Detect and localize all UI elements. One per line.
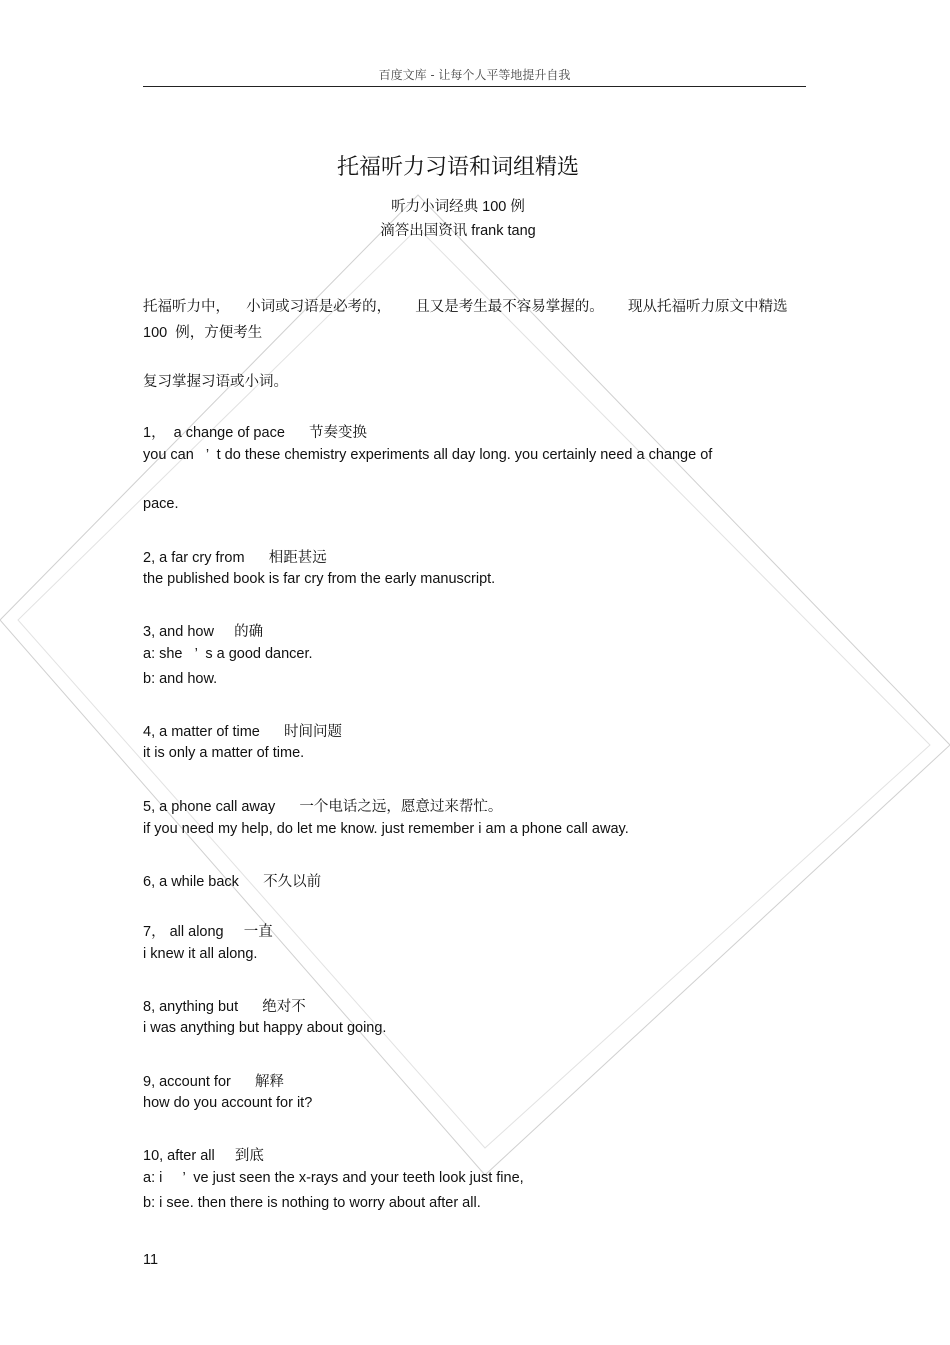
entry-heading: 6, a while back 不久以前 [143,874,322,890]
entry-example: a: i ’ ve just seen the x-rays and your teeth look just fine, [143,1170,524,1186]
intro-line: 复习掌握习语或小词。 [143,374,288,390]
document-author-line: 滴答出国资讯 frank tang [380,223,536,239]
page-number: 11 [143,1252,159,1268]
entry-heading: 7， all along 一直 [143,924,273,940]
entry-heading: 3, and how 的确 [143,624,264,640]
document-subtitle: 听力小词经典 100 例 [391,199,525,215]
entry-heading: 8, anything but 绝对不 [143,999,306,1015]
header-tagline: 百度文库 - 让每个人平等地提升自我 [378,68,571,82]
intro-line: 100 例，方便考生 [143,325,263,341]
entry-example: it is only a matter of time. [143,745,305,761]
entry-example: a: she ’ s a good dancer. [143,646,313,662]
entry-example: pace. [143,496,179,512]
entry-heading: 1， a change of pace 节奏变换 [143,425,368,441]
entry-example: the published book is far cry from the early manuscript. [143,571,496,587]
intro-line: 托福听力中， 小词或习语是必考的， 且又是考生最不容易掌握的。 现从托福听力原文中精选 [143,299,788,315]
entry-example: you can ’ t do these chemistry experiments all day long. you certainly need a change of [143,447,713,463]
entry-heading: 4, a matter of time 时间问题 [143,724,343,740]
entry-heading: 10, after all 到底 [143,1148,264,1164]
entry-example: b: and how. [143,671,218,687]
entry-heading: 9, account for 解释 [143,1074,285,1090]
entry-example: b: i see. then there is nothing to worry about after all. [143,1195,481,1211]
entry-example: i knew it all along. [143,946,258,962]
entry-example: i was anything but happy about going. [143,1020,387,1036]
header-divider [143,86,806,87]
entry-example: if you need my help, do let me know. just remember i am a phone call away. [143,821,629,837]
entry-heading: 2, a far cry from 相距甚远 [143,550,327,566]
entry-example: how do you account for it? [143,1095,313,1111]
entry-heading: 5, a phone call away 一个电话之远，愿意过来帮忙。 [143,799,503,815]
document-title: 托福听力习语和词组精选 [336,155,579,180]
